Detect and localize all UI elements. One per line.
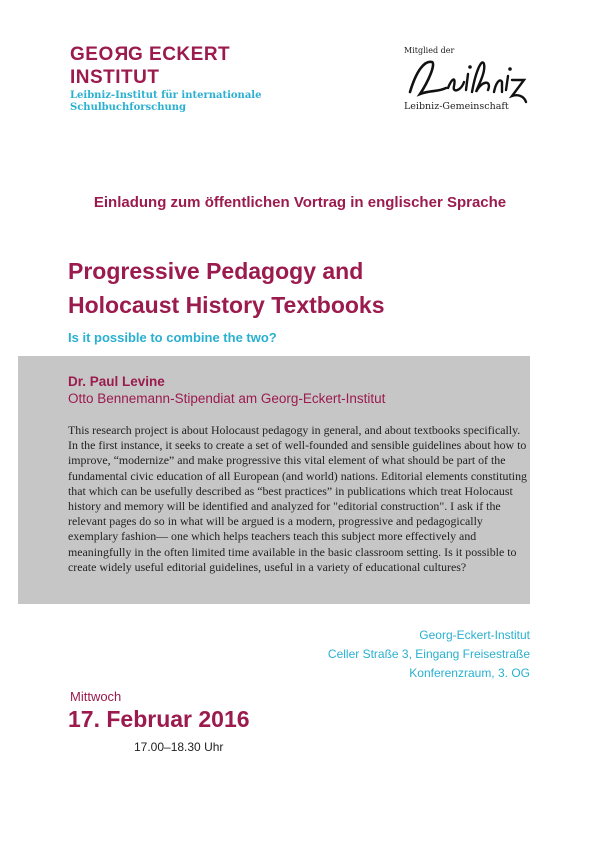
institute-logo-line2: INSTITUT — [70, 67, 160, 88]
lecture-title-line2: Holocaust History Textbooks — [68, 292, 385, 318]
leibniz-member-label: Mitglied der — [404, 46, 455, 55]
speaker-role: Otto Bennemann-Stipendiat am Georg-Eckert-Institut — [68, 391, 386, 406]
venue-line3: Konferenzraum, 3. OG — [409, 666, 530, 680]
institute-subtitle — [70, 90, 270, 114]
abstract-panel — [18, 356, 530, 604]
logo-reversed-r: R — [113, 44, 128, 65]
logo-text-g-eckert: G ECKERT — [127, 44, 231, 65]
venue-block — [328, 626, 530, 683]
institute-subtitle-line2: Schulbuchforschung — [70, 102, 187, 113]
abstract-text: This research project is about Holocaust pedagogy in general, and about textbooks specifically. In the first instance, it seeks to create a set of well-founded and sensible guidelines about how to improve, “modernize” and make progressive this vital element of what should be part of the fundamental civic education of all European (and world) nations. Editorial elements constituting that which can be usefully described as “best practices” in publications which treat Holocaust history and memory will be identified and analyzed for "editorial construction". I ask if the relevant pages do so in what will be argued is a modern, progressive and pedagogically exemplary fashion— one which helps teachers teach this subject more effectively and meaningfully in the often limited time available in the basic classroom setting. Is it possible to create widely useful editorial guidelines, useful in a variety of educational cultures? — [68, 423, 527, 574]
institute-subtitle-line1: Leibniz-Institut für internationale — [70, 90, 262, 101]
event-time: 17.00–18.30 Uhr — [134, 740, 224, 754]
logo-text-geo: GEO — [70, 44, 114, 65]
lecture-title-line1: Progressive Pedagogy and — [68, 258, 364, 284]
leibniz-logo-icon — [402, 52, 532, 104]
event-weekday: Mittwoch — [70, 689, 122, 704]
speaker-name: Dr. Paul Levine — [68, 374, 165, 389]
venue-line2: Celler Straße 3, Eingang Freisestraße — [327, 647, 530, 661]
event-date: 17. Februar 2016 — [68, 706, 250, 732]
invitation-line: Einladung zum öffentlichen Vortrag in englischer Sprache — [93, 194, 507, 211]
venue-line1: Georg-Eckert-Institut — [419, 628, 530, 642]
leibniz-name-label: Leibniz-Gemeinschaft — [404, 101, 509, 112]
institute-logo-line1 — [70, 44, 230, 66]
lecture-subtitle: Is it possible to combine the two? — [68, 330, 277, 345]
